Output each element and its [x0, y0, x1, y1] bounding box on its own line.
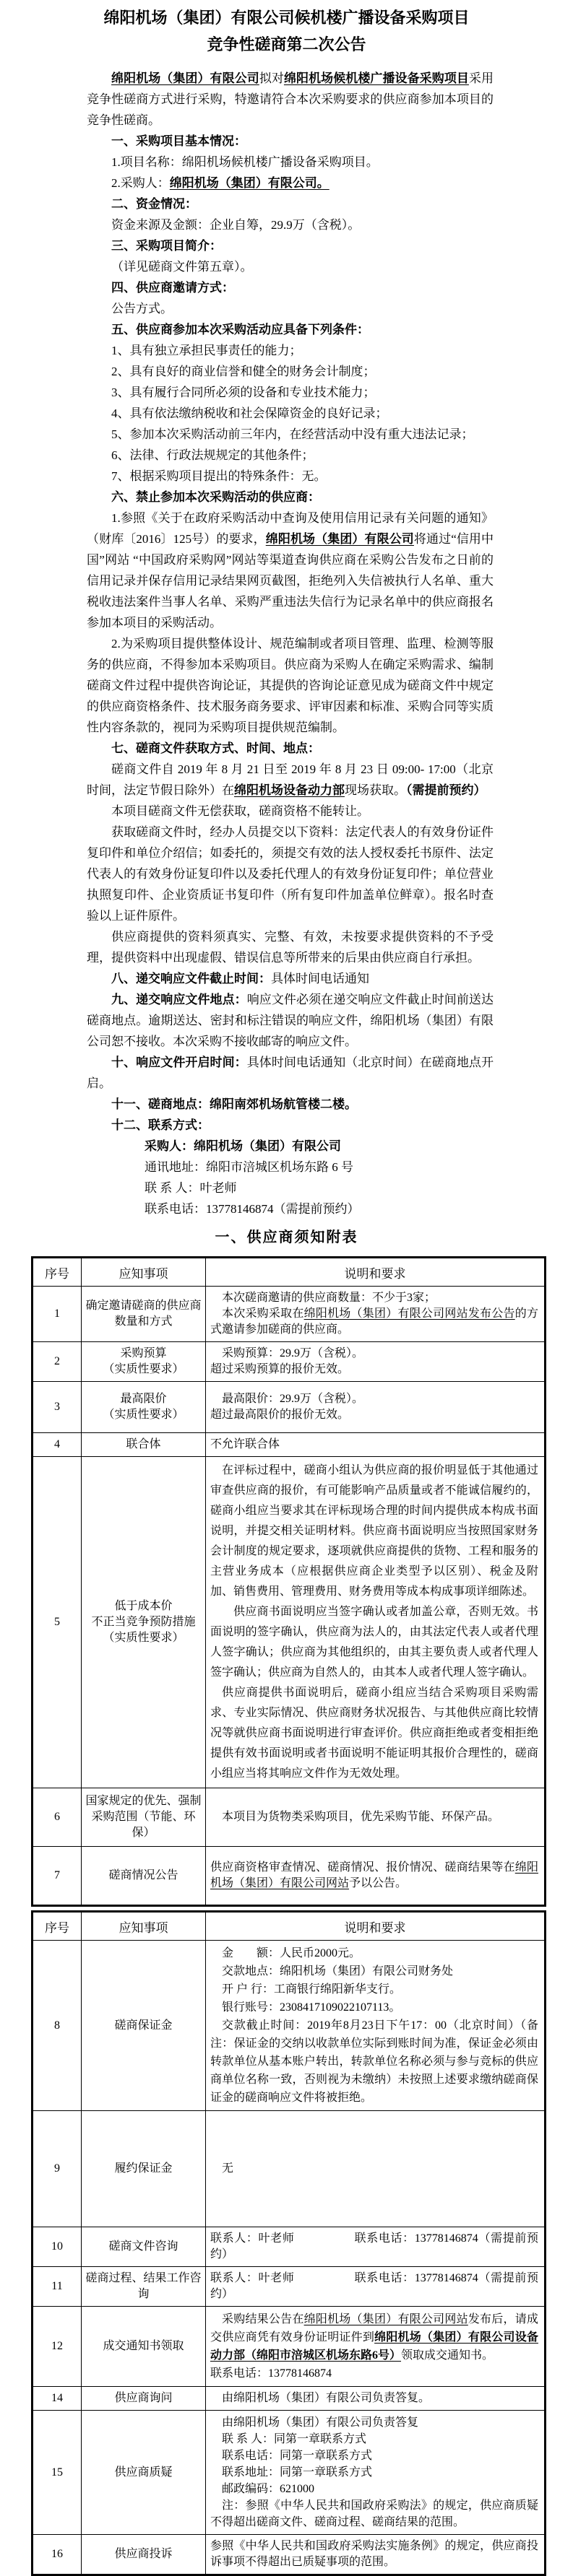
row-requirement-text [206, 2411, 546, 2535]
text-run: 3、具有履行合同所必须的设备和专业技术能力； [111, 386, 376, 399]
section-heading [87, 131, 494, 152]
cell-paragraph [210, 2364, 538, 2383]
paragraph [87, 1094, 494, 1115]
text-run: 拟对 [259, 71, 284, 85]
text-run: 交款地点：绵阳机场（集团）有限公司财务处 [222, 1965, 454, 1977]
text-run: 联系电话：13778146874 [210, 2367, 332, 2380]
item-label-line: 供应商投诉 [114, 2548, 173, 2560]
contact-line [87, 1157, 494, 1178]
text-run: 供应商提供书面说明后，磋商小组应当结合采购项目采购需求、专业实际情况、供应商财务状况报告、与其他供应商比较情况等就供应商书面说明进行审查评价。供应商拒绝或者变相拒绝提供有效书面说明或者书面说明不能证明其报价合理性的，磋商小组应当将其响应文件作为无效处理。 [210, 1687, 538, 1780]
text-run: 十二、联系方式： [111, 1118, 210, 1132]
text-run: （需提前预约） [406, 783, 486, 797]
cell-paragraph [210, 1683, 538, 1784]
paragraph [87, 466, 494, 487]
table-row [33, 1457, 546, 1788]
text-run: 绵阳机场（集团）有限公司网站 [303, 2313, 468, 2325]
cell-paragraph [210, 1962, 538, 1980]
text-run: 1、具有独立承担民事责任的能力； [111, 344, 302, 357]
table-row [33, 2387, 546, 2411]
table-row [33, 1342, 546, 1382]
text-run: 现场获取。 [345, 783, 406, 797]
column-header-2: 说明和要求 [206, 1912, 546, 1941]
paragraph [87, 173, 494, 193]
cell-paragraph [210, 1391, 538, 1407]
paragraph [87, 1052, 494, 1094]
cell-paragraph [210, 1980, 538, 1998]
row-item-label [82, 2227, 206, 2267]
paragraph [87, 759, 494, 801]
text-run: 六、禁止参加本次采购活动的供应商： [111, 490, 320, 504]
text-run: 绵阳机场（集团）有限公司 [265, 532, 414, 546]
paragraph [87, 989, 494, 1052]
text-run: 获取磋商文件时，经办人员提交以下资料：法定代表人的有效身份证件复印件和单位介绍信；如委托的，须提交有效的法人授权委托书原件、法定代表人的有效身份证复印件以及委托代理人的有效身份证复印件；单位营业执照复印件、企业资质证书复印件（所有复印件加盖单位鲜章）。报名时查验以上证件原件。 [87, 825, 494, 923]
column-header-1: 应知事项 [82, 1258, 206, 1287]
table-row [33, 1941, 546, 2111]
row-number: 9 [33, 2111, 82, 2227]
cell-paragraph [210, 2231, 538, 2263]
row-number: 1 [33, 1287, 82, 1342]
text-run: 响应文件必须在递交响应文件截止时间前送达磋商地点。逾期送达、密封和标注错误的响应文件，绵阳机场（集团）有限公司恕不接收。本次采购不接收邮寄的响应文件。 [87, 993, 494, 1048]
text-run: 采购人：绵阳机场（集团）有限公司 [145, 1139, 341, 1153]
cell-paragraph [210, 1346, 538, 1362]
paragraph [87, 298, 494, 319]
row-requirement-text [206, 2111, 546, 2227]
row-item-label [82, 1788, 206, 1847]
text-run: 2.采购人： [111, 176, 170, 190]
item-label-line: 履约保证金 [114, 2162, 173, 2175]
text-run: 绵阳机场（集团）有限公司 [111, 71, 259, 85]
text-run: 最高限价：29.9万（含税）。 [222, 1393, 364, 1405]
paragraph [87, 926, 494, 968]
text-run: 2.为采购项目提供整体设计、规范编制或者项目管理、监理、检测等服务的供应商，不得参加本采购项目。供应商为采购人在确定采购需求、编制磋商文件过程中提供咨询论证，其提供的咨询论证意见成为磋商文件中规定的供应商资格条件、技术服务商务要求、评审因素和标准、采购合同等实质性内容条款的，视同为采购项目提供规范编制。 [87, 637, 494, 734]
row-requirement-text [206, 1342, 546, 1382]
paragraph [87, 633, 494, 738]
table-row [33, 2227, 546, 2267]
section-heading [87, 738, 494, 759]
row-number: 6 [33, 1788, 82, 1847]
cell-paragraph [210, 2310, 538, 2364]
cell-paragraph [210, 2271, 538, 2302]
paragraph [87, 361, 494, 382]
text-run: 本项目磋商文件无偿获取，磋商资格不能转让。 [111, 804, 369, 818]
text-run: 本次磋商邀请的供应商数量：不少于3家； [222, 1292, 436, 1304]
item-label-line: （实质性要求） [103, 1363, 184, 1375]
cell-paragraph [210, 1306, 538, 1338]
text-run: 绵阳机场（集团）有限公司网站发布公告 [303, 1307, 515, 1320]
text-run: 6、法律、行政法规规定的其他条件； [111, 448, 314, 462]
text-run: 注：参照《中华人民共和国政府采购法》的规定，供应商质疑不得超出磋商文件、磋商过程、磋商结果的范围。 [210, 2499, 538, 2528]
table-row [33, 2267, 546, 2307]
paragraph [87, 424, 494, 445]
contact-line [87, 1136, 494, 1157]
supplier-notice-tables [0, 1256, 573, 2576]
document-body [87, 68, 494, 1219]
cell-paragraph [210, 1998, 538, 2016]
text-run: 邮政编码：621000 [222, 2483, 315, 2495]
cell-paragraph [210, 2016, 538, 2107]
row-number: 14 [33, 2387, 82, 2411]
text-run: 供应商资格审查情况、磋商情况、报价情况、磋商结果等在 [210, 1861, 515, 1874]
paragraph [87, 801, 494, 822]
cell-paragraph [210, 2481, 538, 2497]
paragraph [87, 214, 494, 235]
text-run: 具体时间电话通知（北京时间）在磋商地点开启。 [87, 1056, 494, 1090]
item-label-line: 低于成本价 [114, 1600, 173, 1612]
paragraph [87, 968, 494, 989]
item-label-line: 不正当竞争预防措施 [91, 1616, 196, 1628]
document-title-line2: 竞争性磋商第二次公告 [207, 35, 366, 53]
cell-paragraph [210, 1407, 538, 1423]
text-run: 参照《中华人民共和国政府采购法实施条例》的规定，供应商投诉事项不得超出已质疑事项的范围。 [210, 2540, 538, 2568]
row-item-label [82, 2535, 206, 2575]
supplier-notice-table-1 [31, 1256, 546, 1907]
section-heading [87, 487, 494, 508]
text-run: 绵阳机场（集团）有限公司。 [169, 176, 329, 190]
cell-paragraph [210, 1461, 538, 1602]
text-run: 采用竞争性磋商方式进行采购，特邀请符合本次采购要求的供应商参加本项目的竞争性磋商。 [87, 71, 494, 127]
paragraph [87, 403, 494, 424]
text-run: 予以公告。 [349, 1877, 408, 1889]
table-header-row [33, 1912, 546, 1941]
row-item-label [82, 2267, 206, 2307]
contact-line [87, 1198, 494, 1219]
row-item-label [82, 1433, 206, 1457]
row-requirement-text [206, 1457, 546, 1788]
text-run: 公告方式。 [111, 302, 173, 316]
paragraph [87, 382, 494, 403]
row-requirement-text [206, 1847, 546, 1906]
table-row [33, 2111, 546, 2227]
text-run: 采购预算：29.9万（含税）。 [222, 1347, 364, 1359]
paragraph [87, 1115, 494, 1136]
text-run: 四、供应商邀请方式： [111, 281, 234, 295]
table-row [33, 1287, 546, 1342]
text-run: 十、响应文件开启时间： [111, 1056, 247, 1069]
cell-paragraph [210, 2464, 538, 2481]
item-label-line: 采购预算 [120, 1347, 167, 1359]
item-label-line: 供应商质疑 [114, 2466, 173, 2479]
table-row [33, 1847, 546, 1906]
cell-paragraph [210, 2390, 538, 2406]
cell-paragraph [210, 2414, 538, 2431]
text-run: 本次采购采取在 [222, 1307, 304, 1320]
row-number: 12 [33, 2307, 82, 2387]
text-run: 供应商提供的资料须真实、完整、有效，未按要求提供资料的不予受理，提供资料中出现虚假、错误信息等所带来的后果由供应商自行承担。 [87, 930, 494, 965]
text-run: 2、具有良好的商业信誉和健全的财务会计制度； [111, 365, 376, 378]
text-run: 绵阳机场（集团）有限公司网站 [210, 1861, 538, 1889]
column-header-0: 序号 [33, 1258, 82, 1287]
table-row [33, 2535, 546, 2575]
row-requirement-text [206, 1433, 546, 1457]
text-run: 7、根据采购项目提出的特殊条件：无。 [111, 469, 327, 483]
row-item-label [82, 2387, 206, 2411]
text-run: 绵阳机场（集团）有限公司设备动力部（绵阳市涪城区机场东路6号） [210, 2331, 538, 2362]
row-requirement-text [206, 2535, 546, 2575]
text-run: 九、递交响应文件地点： [111, 993, 247, 1006]
text-run: 由绵阳机场（集团）有限公司负责答复 [222, 2416, 419, 2429]
text-run: 具体时间电话通知 [271, 972, 369, 985]
cell-paragraph [210, 1809, 538, 1825]
paragraph [87, 256, 494, 277]
item-label-line: 磋商保证金 [114, 2019, 173, 2032]
cell-paragraph [210, 1290, 538, 1306]
text-run: 领取成交通知书。 [401, 2349, 494, 2362]
item-label-line: 磋商情况公告 [108, 1869, 178, 1881]
text-run: 三、采购项目简介： [111, 239, 222, 253]
text-run: 联系人：叶老师 联系电话：13778146874（需提前预约） [210, 2272, 538, 2300]
item-label-line: 联合体 [126, 1438, 161, 1450]
cell-paragraph [210, 2538, 538, 2570]
paragraph [87, 68, 494, 131]
row-item-label [82, 2411, 206, 2535]
text-run: 的方式邀请参加磋商的供应商。 [210, 1307, 538, 1336]
row-requirement-text [206, 2307, 546, 2387]
row-requirement-text [206, 1287, 546, 1342]
text-run: 通讯地址：绵阳市涪城区机场东路 6 号 [145, 1160, 353, 1174]
text-run: 联 系 人：同第一章联系方式 [222, 2433, 367, 2445]
text-run: 八、递交响应文件截止时间： [111, 972, 271, 985]
text-run: 银行账号：2308417109022107113。 [222, 2001, 401, 2014]
text-run: 4、具有依法缴纳税收和社会保障资金的良好记录； [111, 406, 388, 420]
row-number: 2 [33, 1342, 82, 1382]
text-run: 本项目为货物类采购项目，优先采购节能、环保产品。 [222, 1811, 500, 1823]
table-row [33, 2411, 546, 2535]
document-title [29, 4, 544, 58]
text-run: 将通过“信用中国”网站 “中国政府采购网”网站等渠道查询供应商在采购公告发布之日前的信用记录并保存信用记录结果网页截图，拒绝列入失信被执行人名单、重大税收违法案件当事人名单、采购严重违法失信行为记录名单中的供应商报名参加本项目的采购活动。 [87, 532, 494, 630]
row-item-label [82, 1941, 206, 2111]
row-requirement-text [206, 1788, 546, 1847]
text-run: 绵阳机场候机楼广播设备采购项目 [283, 71, 469, 85]
cell-paragraph [210, 1437, 538, 1453]
text-run: 资金来源及金额：企业自筹，29.9万（含税）。 [111, 218, 361, 232]
section-heading [87, 319, 494, 340]
text-run: （详见磋商文件第五章）。 [111, 260, 253, 274]
text-run: 一、采购项目基本情况： [111, 134, 246, 148]
row-requirement-text [206, 2227, 546, 2267]
column-header-0: 序号 [33, 1912, 82, 1941]
row-number: 3 [33, 1382, 82, 1433]
section-heading [87, 277, 494, 298]
table-row [33, 1382, 546, 1433]
item-label-line: 磋商过程、结果工作咨询 [85, 2272, 202, 2300]
cell-paragraph [210, 2161, 538, 2177]
row-requirement-text [206, 1382, 546, 1433]
cell-paragraph [210, 1602, 538, 1683]
paragraph [87, 340, 494, 361]
item-label-line: （实质性要求） [103, 1632, 184, 1644]
row-number: 8 [33, 1941, 82, 2111]
row-number: 15 [33, 2411, 82, 2535]
text-run: 联 系 人：叶老师 [145, 1181, 237, 1195]
text-run: 5、参加本次采购活动前三年内，在经营活动中没有重大违法记录； [111, 427, 474, 441]
text-run: 在评标过程中，磋商小组认为供应商的报价明显低于其他通过审查供应商的报价，有可能影响产品质量或者不能诚信履约的，磋商小组应当要求其在评标现场合理的时间内提供成本构成书面说明，并提交相关证明材料。供应商书面说明应当按照国家财务会计制度的规定要求，逐项就供应商提供的货物、工程和服务的主营业务成本（应根据供应商企业类型予以区别）、税金及附加、销售费用、管理费用、财务费用等成本构成事项详细陈述。 [210, 1464, 538, 1598]
table-row [33, 2307, 546, 2387]
row-number: 5 [33, 1457, 82, 1788]
text-run: 发布后，请成交供应商凭有效身份证明证件到 [210, 2313, 538, 2344]
text-run: 超过最高限价的报价无效。 [210, 1409, 350, 1421]
row-number: 7 [33, 1847, 82, 1906]
text-run: 七、磋商文件获取方式、时间、地点： [111, 741, 320, 755]
cell-paragraph [210, 1944, 538, 1962]
row-requirement-text [206, 1941, 546, 2111]
text-run: 无 [222, 2162, 234, 2175]
item-label-line: 确定邀请磋商的供应商数量和方式 [85, 1300, 202, 1328]
cell-paragraph [210, 1860, 538, 1892]
cell-paragraph [210, 1362, 538, 1378]
column-header-2: 说明和要求 [206, 1258, 546, 1287]
row-number: 11 [33, 2267, 82, 2307]
item-label-line: （实质性要求） [103, 1409, 184, 1421]
text-run: 联系电话：13778146874（需提前预约） [145, 1202, 360, 1216]
row-requirement-text [206, 2387, 546, 2411]
contact-line [87, 1178, 494, 1198]
text-run: 不允许联合体 [210, 1438, 280, 1450]
item-label-line: 国家规定的优先、强制采购范围（节能、环保） [85, 1795, 202, 1839]
row-item-label [82, 2307, 206, 2387]
supplier-notice-table-2 [31, 1910, 546, 2576]
row-item-label [82, 1342, 206, 1382]
text-run: 由绵阳机场（集团）有限公司负责答复。 [222, 2392, 431, 2404]
text-run: 金 额：人民币2000元。 [222, 1947, 361, 1959]
cell-paragraph [210, 2431, 538, 2447]
text-run: 五、供应商参加本次采购活动应具备下列条件： [111, 323, 369, 336]
text-run: 磋商文件自 2019 年 8 月 21 日至 2019 年 8 月 23 日 09:00- 17:00（北京时间，法定节假日除外）在 [87, 762, 494, 797]
cell-paragraph [210, 2497, 538, 2531]
text-run: 绵阳机场设备动力部 [234, 783, 345, 797]
paragraph [87, 508, 494, 633]
paragraph [87, 822, 494, 926]
text-run: 联系人：叶老师 联系电话：13778146874（需提前预约） [210, 2232, 538, 2260]
row-item-label [82, 1847, 206, 1906]
row-number: 16 [33, 2535, 82, 2575]
table-header-row [33, 1258, 546, 1287]
text-run: 1.参照《关于在政府采购活动中查询及使用信用记录有关问题的通知》（财库〔2016〕125号）的要求， [87, 511, 494, 546]
item-label-line: 成交通知书领取 [103, 2340, 184, 2352]
text-run: 联系电话：同第一章联系方式 [222, 2450, 373, 2462]
text-run: 采购结果公告在 [222, 2313, 304, 2325]
text-run: 供应商书面说明应当签字确认或者加盖公章，否则无效。书面说明的签字确认，供应商为法人的，由其法定代表人或者代理人签字确认；供应商为其他组织的，由其主要负责人或者代理人签字确认；供应商为自然人的，由其本人或者代理人签字确认。 [210, 1606, 538, 1679]
row-item-label [82, 1287, 206, 1342]
row-item-label [82, 2111, 206, 2227]
section-heading [87, 235, 494, 256]
column-header-1: 应知事项 [82, 1912, 206, 1941]
text-run: 超过采购预算的报价无效。 [210, 1363, 350, 1375]
text-run: 十一、磋商地点：绵阳南郊机场航管楼二楼。 [111, 1097, 357, 1111]
row-item-label [82, 1382, 206, 1433]
row-number: 4 [33, 1433, 82, 1457]
text-run: 联系地址：同第一章联系方式 [222, 2466, 373, 2479]
item-label-line: 磋商文件咨询 [108, 2240, 178, 2253]
item-label-line: 最高限价 [120, 1393, 167, 1405]
document-title-line1: 绵阳机场（集团）有限公司候机楼广播设备采购项目 [103, 9, 470, 27]
text-run: 开 户 行：工商银行绵阳新华支行。 [222, 1983, 402, 1996]
row-item-label [82, 1457, 206, 1788]
section-heading [87, 193, 494, 214]
item-label-line: 供应商询问 [114, 2392, 173, 2404]
text-run: 二、资金情况： [111, 197, 197, 211]
text-run: 1.项目名称：绵阳机场候机楼广播设备采购项目。 [111, 155, 379, 169]
annex-table-title: 一、供应商须知附表 [215, 1230, 358, 1245]
row-number: 10 [33, 2227, 82, 2267]
text-run: 交款截止时间：2019年8月23日下午17：00（北京时间）（备注：保证金的交纳以收款单位实际到账时间为准，保证金必须由转款单位从基本账户转出，转款单位名称必须与参与竞标的供应商单位名称一致，否则视为未缴纳）未按照上述要求缴纳磋商保证金的磋商响应文件将被拒绝。 [210, 2019, 538, 2104]
row-requirement-text [206, 2267, 546, 2307]
cell-paragraph [210, 2447, 538, 2464]
paragraph [87, 445, 494, 466]
table-row [33, 1433, 546, 1457]
table-row [33, 1788, 546, 1847]
paragraph [87, 152, 494, 173]
